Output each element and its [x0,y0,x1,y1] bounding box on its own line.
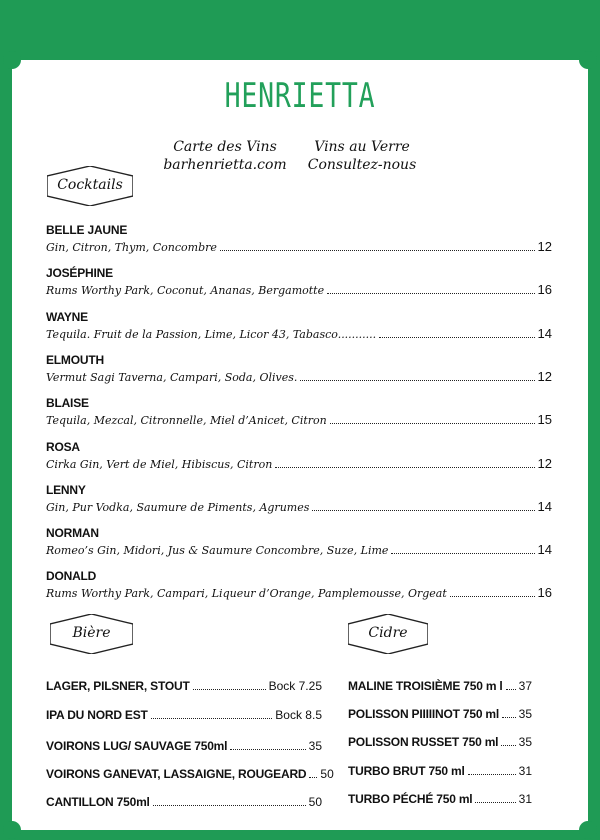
cocktail-ingredients: Cirka Gin, Vert de Miel, Hibiscus, Citron [46,457,273,471]
dot-leader [501,745,515,746]
cider-price: 35 [518,707,532,721]
cocktail-item [46,222,552,256]
dot-leader [330,423,535,424]
cocktail-price: 12 [537,368,552,384]
cocktail-price: 12 [537,455,552,471]
corner-notch [3,821,21,839]
cocktail-price: 12 [537,239,552,254]
corner-notch [579,821,597,839]
cider-name: POLISSON RUSSET 750 ml [348,735,499,749]
cocktail-name: ELMOUTH [46,352,104,367]
dot-leader [379,337,534,338]
dot-leader [502,717,516,718]
cocktail-ingredients: Gin, Citron, Thym, Concombre [46,241,217,254]
cocktail-ingredients: Tequila, Mezcal, Citronnelle, Miel d’Anicet, Citron [46,414,327,428]
cider-name: TURBO PÉCHÉ 750 ml [348,792,473,806]
cider-item [348,790,532,808]
cider-item [348,733,532,751]
beer-price: Bock 8.5 [275,708,322,722]
dot-leader [230,749,305,750]
cocktail-price: 16 [537,282,552,298]
cocktail-name: BLAISE [46,396,89,411]
cocktail-price: 14 [537,325,552,341]
cocktail-name: WAYNE [46,309,88,324]
corner-notch [3,51,21,69]
cocktail-ingredients: Rums Worthy Park, Campari, Liqueur d’Orange, Pamplemousse, Orgeat [46,587,447,601]
cider-name: MALINE TROISIÈME 750 m l [348,679,503,693]
cocktail-name: DONALD [46,569,97,584]
dot-leader [275,467,534,468]
cider-name: POLISSON PIIIIINOT 750 ml [348,707,500,721]
beer-item [46,765,334,783]
beer-price: 50 [320,767,334,781]
cocktail-item [46,439,552,473]
beer-name: VOIRONS GANEVAT, LASSAIGNE, ROUGEARD [46,767,307,781]
dot-leader [506,689,516,690]
cocktail-ingredients: Tequila. Fruit de la Passion, Lime, Licor 43, Tabasco........... [46,327,377,341]
dot-leader [309,777,317,778]
dot-leader [220,250,535,251]
page-title: HENRIETTA [224,76,376,116]
cocktail-name: JOSÉPHINE [46,266,113,281]
cocktail-item [46,352,552,386]
cocktails-header [47,166,133,206]
corner-notch [579,51,597,69]
biere-header [50,614,133,654]
cider-name: TURBO BRUT 750 ml [348,764,465,778]
wine-glass-note [306,138,418,174]
beer-item [46,737,322,755]
wine-glass-label: Vins au Verre [314,139,410,155]
cocktail-price: 14 [537,498,552,514]
cocktail-item [46,309,552,343]
wine-list-note [150,138,300,174]
cocktail-item [46,482,552,516]
cocktail-ingredients: Vermut Sagi Taverna, Campari, Soda, Olives. [46,370,298,384]
dot-leader [312,510,534,511]
cocktail-ingredients: Rums Worthy Park, Coconut, Ananas, Bergamotte [46,284,325,298]
cider-item [348,762,532,780]
cocktails-heading: Cocktails [57,177,123,193]
beer-item [46,793,322,811]
beer-name: CANTILLON 750ml [46,795,150,809]
cocktail-name: LENNY [46,482,86,497]
cocktail-ingredients: Romeo’s Gin, Midori, Jus & Saumure Concombre, Suze, Lime [46,544,389,558]
cider-price: 37 [518,679,532,693]
dot-leader [475,802,515,803]
beer-name: IPA DU NORD EST [46,708,148,722]
biere-heading: Bière [72,625,111,641]
dot-leader [151,718,273,719]
cocktail-item [46,395,552,429]
cider-item [348,705,532,723]
cocktail-ingredients: Gin, Pur Vodka, Saumure de Piments, Agrumes [46,500,310,514]
cider-price: 31 [518,764,532,778]
dot-leader [391,553,534,554]
cider-price: 35 [518,735,532,749]
dot-leader [193,689,266,690]
beer-name: LAGER, PILSNER, STOUT [46,679,190,693]
cocktail-item [46,568,552,602]
cocktail-name: BELLE JAUNE [46,223,128,237]
cider-price: 31 [518,792,532,806]
dot-leader [327,293,534,294]
dot-leader [153,805,306,806]
dot-leader [450,596,535,597]
beer-price: 50 [308,795,322,809]
cider-item [348,677,532,695]
beer-name: VOIRONS LUG/ SAUVAGE 750ml [46,739,228,753]
dot-leader [468,774,516,775]
cocktail-price: 15 [537,412,552,428]
cocktail-price: 14 [537,542,552,558]
cocktail-price: 16 [537,585,552,601]
website-text: barhenrietta.com [163,157,287,173]
beer-price: 35 [308,739,322,753]
cidre-heading: Cidre [368,625,408,641]
beer-item [46,706,322,724]
cocktail-item [46,525,552,559]
beer-item [46,677,322,695]
dot-leader [300,380,534,381]
wine-list-label: Carte des Vins [173,139,277,155]
cocktail-name: ROSA [46,439,80,454]
beer-price: Bock 7.25 [268,679,322,693]
cocktail-name: NORMAN [46,526,99,541]
cidre-header [348,614,428,654]
cocktail-item [46,265,552,299]
ask-us-text: Consultez-nous [307,157,417,173]
